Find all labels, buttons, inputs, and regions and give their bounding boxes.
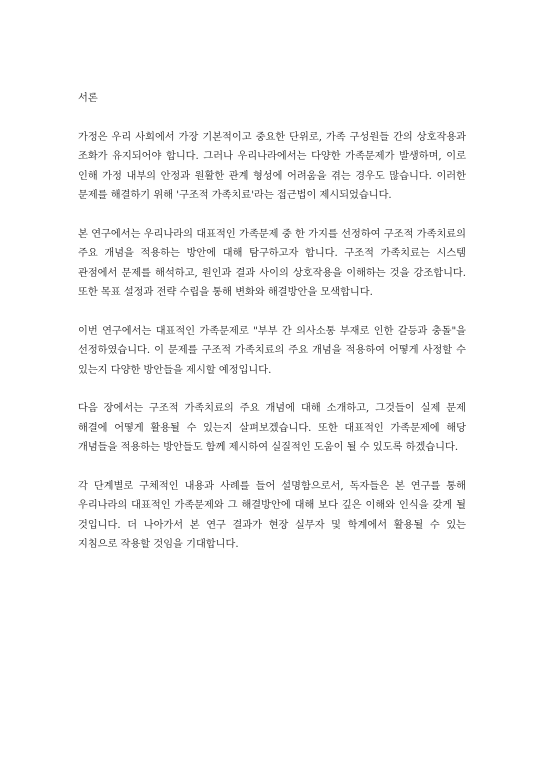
document-body: [78, 89, 466, 555]
paragraph-1: 가정은 우리 사회에서 가장 기본적이고 중요한 단위로, 가족 구성원들 간의 상호작용과 조화가 유지되어야 합니다. 그러나 우리나라에서는 다양한 가족문제가 발생하며, 이로 인해 가정 내부의 안정과 원활한 관계 형성에 어려움을 겪는 경우도 많습니다. 이러한 문제를 해결하기 위해 '구조적 가족치료'라는 접근법이 제시되었습니다.: [78, 131, 466, 202]
paragraph-4: 다음 장에서는 구조적 가족치료의 주요 개념에 대해 소개하고, 그것들이 실제 문제 해결에 어떻게 활용될 수 있는지 살펴보겠습니다. 또한 대표적인 가족문제에 해당 개념들을 적용하는 방안들도 함께 제시하여 실질적인 도움이 될 수 있도록 하겠습니다.: [78, 403, 466, 454]
section-heading: 서론: [78, 93, 98, 104]
paragraph-3: 이번 연구에서는 대표적인 가족문제로 "부부 간 의사소통 부재로 인한 갈등과 충돌"을 선정하였습니다. 이 문제를 구조적 가족치료의 주요 개념을 적용하여 어떻게 사정할 수 있는지 다양한 방안들을 제시할 예정입니다.: [78, 325, 466, 376]
paragraph-5: 각 단계별로 구체적인 내용과 사례를 들어 설명함으로서, 독자들은 본 연구를 통해 우리나라의 대표적인 가족문제와 그 해결방안에 대해 보다 깊은 이해와 인식을 갖게 될 것입니다. 더 나아가서 본 연구 결과가 현장 실무자 및 학계에서 활용될 수 있는 지침으로 작용할 것임을 기대합니다.: [78, 481, 466, 551]
paragraph-2: 본 연구에서는 우리나라의 대표적인 가족문제 중 한 가지를 선정하여 구조적 가족치료의 주요 개념을 적용하는 방안에 대해 탐구하고자 합니다. 구조적 가족치료는 시스템 관점에서 문제를 해석하고, 원인과 결과 사이의 상호작용을 이해하는 것을 강조합니다. 또한 목표 설정과 전략 수립을 통해 변화와 해결방안을 모색합니다.: [78, 228, 466, 299]
